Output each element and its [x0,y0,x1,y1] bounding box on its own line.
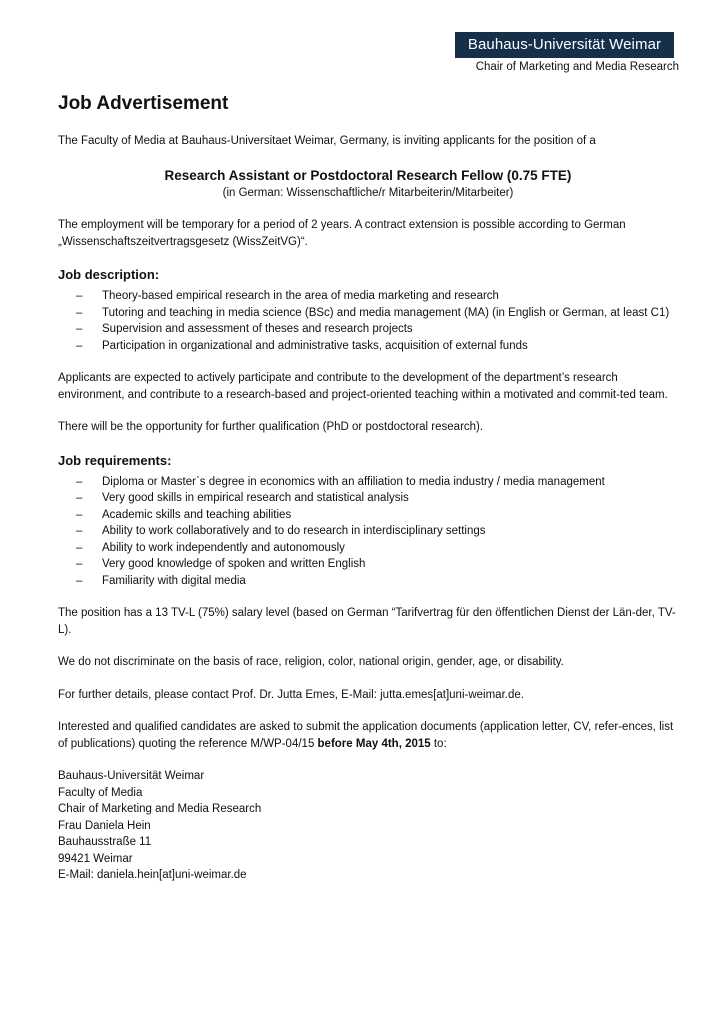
application-deadline: before May 4th, 2015 [317,737,431,750]
address-line: Faculty of Media [58,786,143,799]
list-item-text: Ability to work independently and autonomously [102,541,345,554]
list-item [58,338,678,355]
address-line: Frau Daniela Hein [58,819,151,832]
job-description-list [58,288,678,354]
application-text: Interested and qualified candidates are asked to submit the application documents (application letter, CV, refer-ences, list of publications) quoting the reference M/WP-04/15 [58,721,674,750]
list-item-text: Theory-based empirical research in the area of media marketing and research [102,290,499,302]
dash-bullet: – [76,558,83,570]
job-requirements-heading: Job requirements: [58,452,172,468]
list-item-text: Ability to work collaboratively and to do research in interdisciplinary settings [102,525,486,537]
university-logo: Bauhaus-Universität Weimar [455,32,674,58]
position-title: Research Assistant or Postdoctoral Research Fellow (0.75 FTE) [164,167,572,183]
nondiscrimination-paragraph: We do not discriminate on the basis of race, religion, color, national origin, gender, age, or disability. [58,656,564,668]
list-item [58,490,678,507]
dash-bullet: – [76,290,83,302]
list-item [58,474,678,491]
postal-address [58,768,678,884]
dash-bullet: – [76,508,83,521]
address-line: Bauhausstraße 11 [58,836,152,848]
contact-paragraph: For further details, please contact Prof. Dr. Jutta Emes, E-Mail: jutta.emes[at]uni-weimar.de. [58,688,524,701]
chair-name: Chair of Marketing and Media Research [475,61,679,73]
list-item-text: Supervision and assessment of theses and research projects [102,323,413,335]
list-item-text: Diploma or Master`s degree in economics with an affiliation to media industry / media management [102,475,605,488]
dash-bullet: – [76,492,83,504]
list-item [58,540,678,557]
page-title: Job Advertisement [58,93,229,114]
document-body [58,133,678,884]
list-item [58,556,678,573]
list-item [58,573,678,590]
applicants-paragraph: Applicants are expected to actively participate and contribute to the development of the department’s research environment, and contribute to a research-based and project-oriented teaching within a motivated and commit-ted team. [58,372,668,401]
dash-bullet: – [76,541,83,554]
list-item-text: Very good knowledge of spoken and written English [102,558,366,570]
qualification-paragraph: There will be the opportunity for further qualification (PhD or postdoctoral research). [58,421,484,433]
list-item [58,523,678,540]
address-line: 99421 Weimar [58,852,133,865]
dash-bullet: – [76,525,83,537]
address-line: Bauhaus-Universität Weimar [58,770,205,782]
address-line: Chair of Marketing and Media Research [58,803,262,815]
list-item [58,507,678,524]
address-email: E-Mail: daniela.hein[at]uni-weimar.de [58,869,247,881]
list-item-text: Very good skills in empirical research and statistical analysis [102,492,409,504]
list-item-text: Participation in organizational and administrative tasks, acquisition of external funds [102,339,528,352]
application-paragraph [58,719,678,752]
application-text-end: to: [430,737,447,750]
job-description-heading: Job description: [58,267,160,282]
list-item-text: Academic skills and teaching abilities [102,508,292,521]
list-item [58,321,678,338]
list-item-text: Tutoring and teaching in media science (BSc) and media management (MA) (in English or German, at least C1) [102,306,670,319]
intro-paragraph: The Faculty of Media at Bauhaus-Universitaet Weimar, Germany, is inviting applicants for the position of a [58,135,596,147]
list-item-text: Familiarity with digital media [102,574,246,587]
job-requirements-list [58,474,678,590]
dash-bullet: – [76,475,83,488]
list-item [58,288,678,305]
employment-paragraph: The employment will be temporary for a period of 2 years. A contract extension is possible according to German „Wissenschaftszeitvertragsgesetz (WissZeitVG)“. [58,219,626,248]
dash-bullet: – [76,306,83,319]
list-item [58,305,678,322]
dash-bullet: – [76,574,83,587]
dash-bullet: – [76,339,83,352]
salary-paragraph: The position has a 13 TV-L (75%) salary level (based on German “Tarifvertrag für den öffentlichen Dienst der Län-der, TV-L). [58,607,676,636]
dash-bullet: – [76,323,83,335]
position-german-title: (in German: Wissenschaftliche/r Mitarbeiterin/Mitarbeiter) [222,186,514,199]
